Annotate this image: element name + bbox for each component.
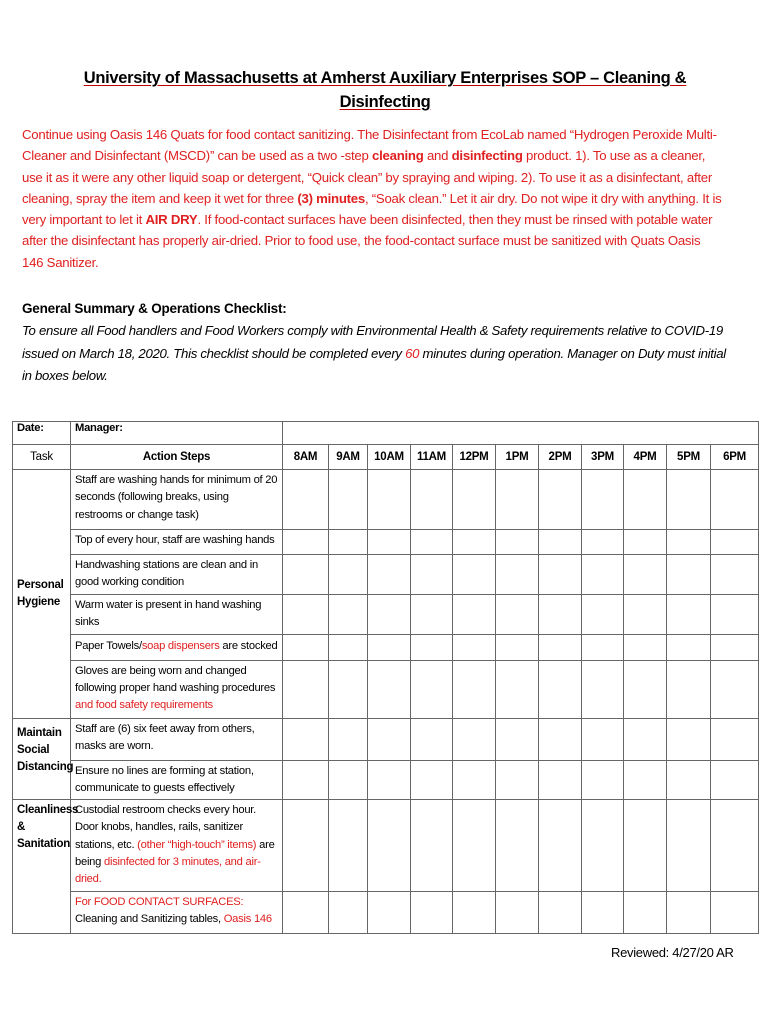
table-row bbox=[13, 595, 759, 635]
initial-box[interactable] bbox=[667, 634, 711, 660]
initial-box[interactable] bbox=[453, 530, 496, 555]
action-steps-header: Action Steps bbox=[71, 445, 283, 470]
initial-box[interactable] bbox=[283, 800, 329, 891]
intro-paragraph: Continue using Oasis 146 Quats for food contact sanitizing. The Disinfectant from EcoLab named “Hydrogen Peroxide Multi-Cleaner and Disinfectant (MSCD)” can be used as a two -step cleaning and disinfecting product. 1). To use as a cleaner, use it as it were any other liquid soap or detergent, “Quick clean” by spraying and wiping. 2). To use it as a disinfectant, after cleaning, spray the item and keep it wet for three (3) minutes, “Soak clean.” Let it air dry. Do not wipe it dry with anything. It is very important to let it AIR DRY. If food-contact surfaces have been disinfected, then they must be rinsed with potable water after the disinfectant has properly air-dried. Prior to food use, the food-contact surface must be sanitized with Quats Oasis 146 Sanitizer. bbox=[22, 127, 722, 270]
initial-box[interactable] bbox=[711, 530, 759, 555]
initial-box[interactable] bbox=[582, 530, 624, 555]
manager-label: Manager: bbox=[71, 422, 283, 445]
time-header: 3PM bbox=[582, 445, 624, 470]
initial-box[interactable] bbox=[368, 470, 411, 530]
date-label: Date: bbox=[13, 422, 71, 445]
initial-box[interactable] bbox=[368, 760, 411, 800]
action-step: Paper Towels/soap dispensers are stocked bbox=[71, 634, 283, 660]
action-step: Gloves are being worn and changed following proper hand washing procedures and food safety requirements bbox=[71, 660, 283, 718]
initial-box[interactable] bbox=[582, 595, 624, 635]
time-header: 5PM bbox=[667, 445, 711, 470]
initial-box[interactable] bbox=[582, 718, 624, 760]
initial-box[interactable] bbox=[411, 660, 453, 718]
initial-box[interactable] bbox=[496, 891, 539, 933]
initial-box[interactable] bbox=[624, 530, 667, 555]
time-header: 6PM bbox=[711, 445, 759, 470]
initial-box[interactable] bbox=[624, 891, 667, 933]
table-row bbox=[13, 660, 759, 718]
header-row bbox=[13, 445, 759, 470]
initial-box[interactable] bbox=[667, 595, 711, 635]
initial-box[interactable] bbox=[624, 800, 667, 891]
action-step: Staff are (6) six feet away from others, masks are worn. bbox=[71, 718, 283, 760]
initial-box[interactable] bbox=[667, 800, 711, 891]
manager-entry[interactable] bbox=[283, 422, 759, 445]
task-social-distancing: Maintain Social Distancing bbox=[13, 718, 71, 800]
time-header: 9AM bbox=[329, 445, 368, 470]
task-cleanliness-sanitation: Cleanliness & Sanitation bbox=[13, 800, 71, 933]
initial-box[interactable] bbox=[496, 800, 539, 891]
initial-box[interactable] bbox=[453, 660, 496, 718]
initial-box[interactable] bbox=[453, 800, 496, 891]
initial-box[interactable] bbox=[453, 760, 496, 800]
initial-box[interactable] bbox=[711, 718, 759, 760]
initial-box[interactable] bbox=[582, 634, 624, 660]
action-step: Top of every hour, staff are washing hands bbox=[71, 530, 283, 555]
initial-box[interactable] bbox=[453, 718, 496, 760]
initial-box[interactable] bbox=[711, 634, 759, 660]
initial-box[interactable] bbox=[711, 660, 759, 718]
task-personal-hygiene: Personal Hygiene bbox=[13, 470, 71, 719]
initial-box[interactable] bbox=[368, 530, 411, 555]
initial-box[interactable] bbox=[582, 800, 624, 891]
initial-box[interactable] bbox=[368, 595, 411, 635]
summary-heading: General Summary & Operations Checklist: bbox=[22, 301, 287, 316]
initial-box[interactable] bbox=[667, 470, 711, 530]
initial-box[interactable] bbox=[539, 760, 582, 800]
initial-box[interactable] bbox=[582, 555, 624, 595]
initial-box[interactable] bbox=[329, 634, 368, 660]
initial-box[interactable] bbox=[283, 530, 329, 555]
summary-text: To ensure all Food handlers and Food Workers comply with Environmental Health & Safety requirements relative to COVID-19 issued on March 18, 2020. This checklist should be completed every 60 minutes during operation. Manager on Duty must initial in boxes below. bbox=[22, 323, 726, 383]
initial-box[interactable] bbox=[368, 891, 411, 933]
initial-box[interactable] bbox=[368, 634, 411, 660]
initial-box[interactable] bbox=[711, 760, 759, 800]
initial-box[interactable] bbox=[711, 891, 759, 933]
initial-box[interactable] bbox=[329, 595, 368, 635]
initial-box[interactable] bbox=[624, 634, 667, 660]
initial-box[interactable] bbox=[283, 595, 329, 635]
interval-minutes: 60 bbox=[405, 345, 420, 361]
initial-box[interactable] bbox=[667, 660, 711, 718]
initial-box[interactable] bbox=[539, 718, 582, 760]
initial-box[interactable] bbox=[667, 718, 711, 760]
initial-box[interactable] bbox=[411, 634, 453, 660]
initial-box[interactable] bbox=[329, 555, 368, 595]
initial-box[interactable] bbox=[711, 555, 759, 595]
initial-box[interactable] bbox=[539, 800, 582, 891]
action-step: Custodial restroom checks every hour. Door knobs, handles, rails, sanitizer stations, etc. (other “high-touch” items) are being disinfected for 3 minutes, and air-dried. bbox=[71, 800, 283, 891]
initial-box[interactable] bbox=[624, 595, 667, 635]
table-row bbox=[13, 760, 759, 800]
initial-box[interactable] bbox=[329, 891, 368, 933]
initial-box[interactable] bbox=[329, 470, 368, 530]
action-step: For FOOD CONTACT SURFACES: Cleaning and Sanitizing tables, Oasis 146 bbox=[71, 891, 283, 933]
initial-box[interactable] bbox=[368, 800, 411, 891]
disinfecting-emphasis: disinfecting bbox=[451, 148, 523, 164]
initial-box[interactable] bbox=[539, 470, 582, 530]
initial-box[interactable] bbox=[453, 634, 496, 660]
initial-box[interactable] bbox=[582, 760, 624, 800]
initial-box[interactable] bbox=[624, 718, 667, 760]
action-step: Warm water is present in hand washing sinks bbox=[71, 595, 283, 635]
title-line-1: University of Massachusetts at Amherst Auxiliary Enterprises SOP – Cleaning & bbox=[83, 69, 687, 87]
table-row bbox=[13, 555, 759, 595]
checklist-table bbox=[12, 421, 759, 934]
initial-box[interactable] bbox=[411, 891, 453, 933]
initial-box[interactable] bbox=[453, 470, 496, 530]
initial-box[interactable] bbox=[539, 530, 582, 555]
initial-box[interactable] bbox=[496, 718, 539, 760]
initial-box[interactable] bbox=[496, 595, 539, 635]
initial-box[interactable] bbox=[667, 555, 711, 595]
table-row bbox=[13, 634, 759, 660]
initial-box[interactable] bbox=[283, 660, 329, 718]
initial-box[interactable] bbox=[582, 660, 624, 718]
initial-box[interactable] bbox=[411, 530, 453, 555]
initial-box[interactable] bbox=[711, 595, 759, 635]
initial-box[interactable] bbox=[539, 555, 582, 595]
table-row bbox=[13, 530, 759, 555]
initial-box[interactable] bbox=[329, 800, 368, 891]
initial-box[interactable] bbox=[411, 718, 453, 760]
title-line-2: Disinfecting bbox=[339, 93, 431, 111]
document-title bbox=[20, 66, 750, 114]
initial-box[interactable] bbox=[283, 891, 329, 933]
minutes-emphasis: (3) minutes bbox=[297, 190, 365, 206]
initial-box[interactable] bbox=[453, 891, 496, 933]
airdry-emphasis: AIR DRY bbox=[145, 212, 198, 228]
initial-box[interactable] bbox=[582, 470, 624, 530]
initial-box[interactable] bbox=[411, 595, 453, 635]
initial-box[interactable] bbox=[368, 718, 411, 760]
initial-box[interactable] bbox=[624, 660, 667, 718]
action-step: Staff are washing hands for minimum of 20 seconds (following breaks, using restrooms or change task) bbox=[71, 470, 283, 530]
table-row bbox=[13, 718, 759, 760]
table-row bbox=[13, 891, 759, 933]
table-row bbox=[13, 800, 759, 891]
initial-box[interactable] bbox=[496, 530, 539, 555]
initial-box[interactable] bbox=[411, 555, 453, 595]
initial-box[interactable] bbox=[411, 470, 453, 530]
initial-box[interactable] bbox=[283, 718, 329, 760]
time-header: 4PM bbox=[624, 445, 667, 470]
date-manager-row bbox=[13, 422, 759, 445]
initial-box[interactable] bbox=[283, 555, 329, 595]
initial-box[interactable] bbox=[496, 555, 539, 595]
task-header: Task bbox=[13, 445, 71, 470]
initial-box[interactable] bbox=[539, 891, 582, 933]
initial-box[interactable] bbox=[283, 470, 329, 530]
initial-box[interactable] bbox=[711, 800, 759, 891]
time-header: 2PM bbox=[539, 445, 582, 470]
time-header: 12PM bbox=[453, 445, 496, 470]
initial-box[interactable] bbox=[329, 530, 368, 555]
cleaning-emphasis: cleaning bbox=[372, 148, 424, 164]
time-header: 11AM bbox=[411, 445, 453, 470]
action-step: Ensure no lines are forming at station, communicate to guests effectively bbox=[71, 760, 283, 800]
time-header: 8AM bbox=[283, 445, 329, 470]
initial-box[interactable] bbox=[329, 660, 368, 718]
initial-box[interactable] bbox=[667, 530, 711, 555]
action-step: Handwashing stations are clean and in good working condition bbox=[71, 555, 283, 595]
initial-box[interactable] bbox=[368, 555, 411, 595]
initial-box[interactable] bbox=[496, 470, 539, 530]
initial-box[interactable] bbox=[582, 891, 624, 933]
time-header: 1PM bbox=[496, 445, 539, 470]
initial-box[interactable] bbox=[496, 760, 539, 800]
time-header: 10AM bbox=[368, 445, 411, 470]
initial-box[interactable] bbox=[368, 660, 411, 718]
initial-box[interactable] bbox=[667, 891, 711, 933]
initial-box[interactable] bbox=[539, 660, 582, 718]
initial-box[interactable] bbox=[283, 760, 329, 800]
initial-box[interactable] bbox=[539, 595, 582, 635]
initial-box[interactable] bbox=[624, 555, 667, 595]
reviewed-note: Reviewed: 4/27/20 AR bbox=[611, 945, 734, 960]
initial-box[interactable] bbox=[453, 595, 496, 635]
initial-box[interactable] bbox=[624, 470, 667, 530]
initial-box[interactable] bbox=[411, 760, 453, 800]
initial-box[interactable] bbox=[539, 634, 582, 660]
initial-box[interactable] bbox=[667, 760, 711, 800]
initial-box[interactable] bbox=[453, 555, 496, 595]
initial-box[interactable] bbox=[496, 634, 539, 660]
initial-box[interactable] bbox=[624, 760, 667, 800]
initial-box[interactable] bbox=[283, 634, 329, 660]
initial-box[interactable] bbox=[496, 660, 539, 718]
table-row bbox=[13, 470, 759, 530]
initial-box[interactable] bbox=[711, 470, 759, 530]
initial-box[interactable] bbox=[329, 760, 368, 800]
initial-box[interactable] bbox=[329, 718, 368, 760]
initial-box[interactable] bbox=[411, 800, 453, 891]
